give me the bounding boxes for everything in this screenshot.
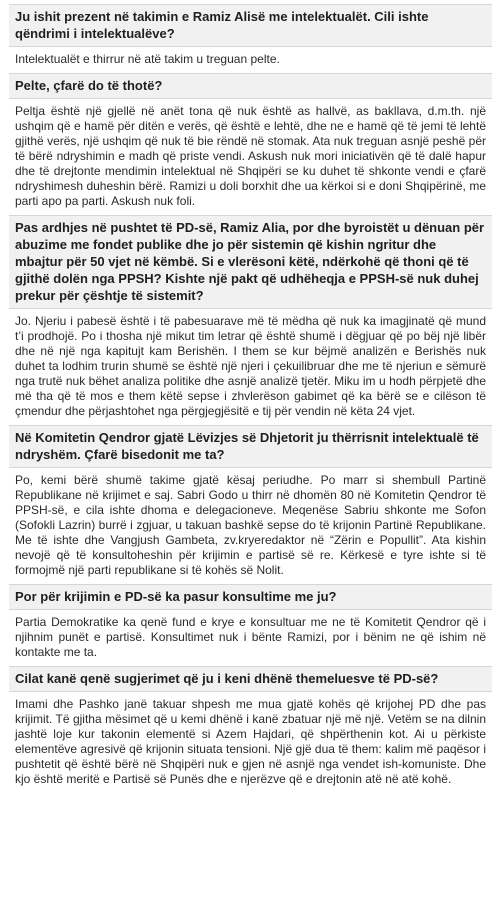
answer-2: Peltja është një gjellë në anët tona që nuk është as hallvë, as bakllava, d.m.th. një ushqim që e hamë për ditën e verës, që është e lehtë, dhe ne e hamë që të jemi të lehtë gjithë verës, një ushqim që nuk të bie rëndë në stomak. Ata nuk treguan asnjë peshë për të bërë ndryshimin e madh që priste vendi. Askush nuk mori iniciativën që të dalë hapur dhe të drejtonte mendimin intelektual në Shqipëri se ku duhet të shkonte vendi e çfarë ndryshimesh duheshin bërë. Ramizi u doli borxhit dhe ua kërkoi si e doni Shqipërinë, me parti apo pa parti. Askush nuk foli. xyxy=(15,104,486,208)
answer-3: Jo. Njeriu i pabesë është i të pabesuarave më të mëdha që nuk ka imagjinatë që mund t’i prodhojë. Po i thosha një mikut tim letrar që është shumë i dëgjuar që po bëj një libër dhe në një nga kapitujt kam Berishën. I them se kur bëjmë analizën e Berishës nuk duhet ta lodhim trurin shumë se është një njeri i çekuilibruar dhe me të njeriun e sëmurë nga trutë nuk bëhet analiza politike dhe asnjë analizë tjetër. Miku im u hodh përpjetë dhe më tha që të mos e them këtë sepse i zhvlerëson gabimet që ka bërë se e cilëson të çmendur dhe përjashtohet nga përgjegjësitë e tij për vendin në këta 24 vjet. xyxy=(15,314,486,418)
question-4: Në Komitetin Qendror gjatë Lëvizjes së Dhjetorit ju thërrisnit intelektualë të ndryshëm. Çfarë bisedonit me ta? xyxy=(9,425,492,468)
answer-6: Imami dhe Pashko janë takuar shpesh me mua gjatë kohës që krijohej PD dhe pas krijimit. Të gjitha mësimet që u kemi dhënë i kanë zbatuar një më një. Vetëm se na dilnin jashtë loje kur takonin elementë si Azem Hajdari, që shpërthenin kot. Ai u përkiste elementëve agresivë që krijonin situata tensioni. Një gjë dua të them: kalim më paqësor i pushtetit që është bërë në Shqipëri nuk e gjen në asnjë nga vendet ish-komuniste. Dhe kjo është meritë e Partisë së Punës dhe e njerëzve që e drejtonin atë në atë kohë. xyxy=(15,697,486,786)
question-3: Pas ardhjes në pushtet të PD-së, Ramiz Alia, por dhe byroistët u dënuan për abuzime me fondet publike dhe jo për sistemin që kishin ngritur dhe mbajtur për 50 vjet në këmbë. Si e vlerësoni këtë, ndërkohë që thoni që të gjithë dolën nga PPSH? Kishte një pakt që udhëheqja e PPSH-së nuk duhej prekur për çështje të sistemit? xyxy=(9,215,492,309)
question-6: Cilat kanë qenë sugjerimet që ju i keni dhënë themeluesve të PD-së? xyxy=(9,666,492,692)
answer-5: Partia Demokratike ka qenë fund e krye e konsultuar me ne të Komitetit Qendror që i njihnim punët e partisë. Konsultimet nuk i bënte Ramizi, por i bënim ne që ishim në kontakte me ta. xyxy=(15,615,486,659)
question-2: Pelte, çfarë do të thotë? xyxy=(9,73,492,99)
answer-4: Po, kemi bërë shumë takime gjatë kësaj periudhe. Po marr si shembull Partinë Republikane në krijimet e saj. Sabri Godo u thirr në dhomën 80 në Komitetin Qendror të PPSH-së, e cila ishte dhoma e delegacioneve. Meqenëse Sabriu shkonte me Sofon (Sofokli Lazrin) burrë i zgjuar, u takuan bashkë sepse do të krijonin Partinë Republikane. Me të ishte dhe Vangjush Gambeta, zv.kryeredaktor në “Zërin e Popullit”. Ata kishin nevojë që të konsultoheshin për krijimin e partisë së re. Kërkesë e tyre ishte si të formojmë një parti republikane si të kohës së Nolit. xyxy=(15,473,486,577)
answer-1: Intelektualët e thirrur në atë takim u treguan pelte. xyxy=(15,52,280,66)
question-5: Por për krijimin e PD-së ka pasur konsultime me ju? xyxy=(9,584,492,610)
question-1: Ju ishit prezent në takimin e Ramiz Alisë me intelektualët. Cili ishte qëndrimi i intelektualëve? xyxy=(9,4,492,47)
